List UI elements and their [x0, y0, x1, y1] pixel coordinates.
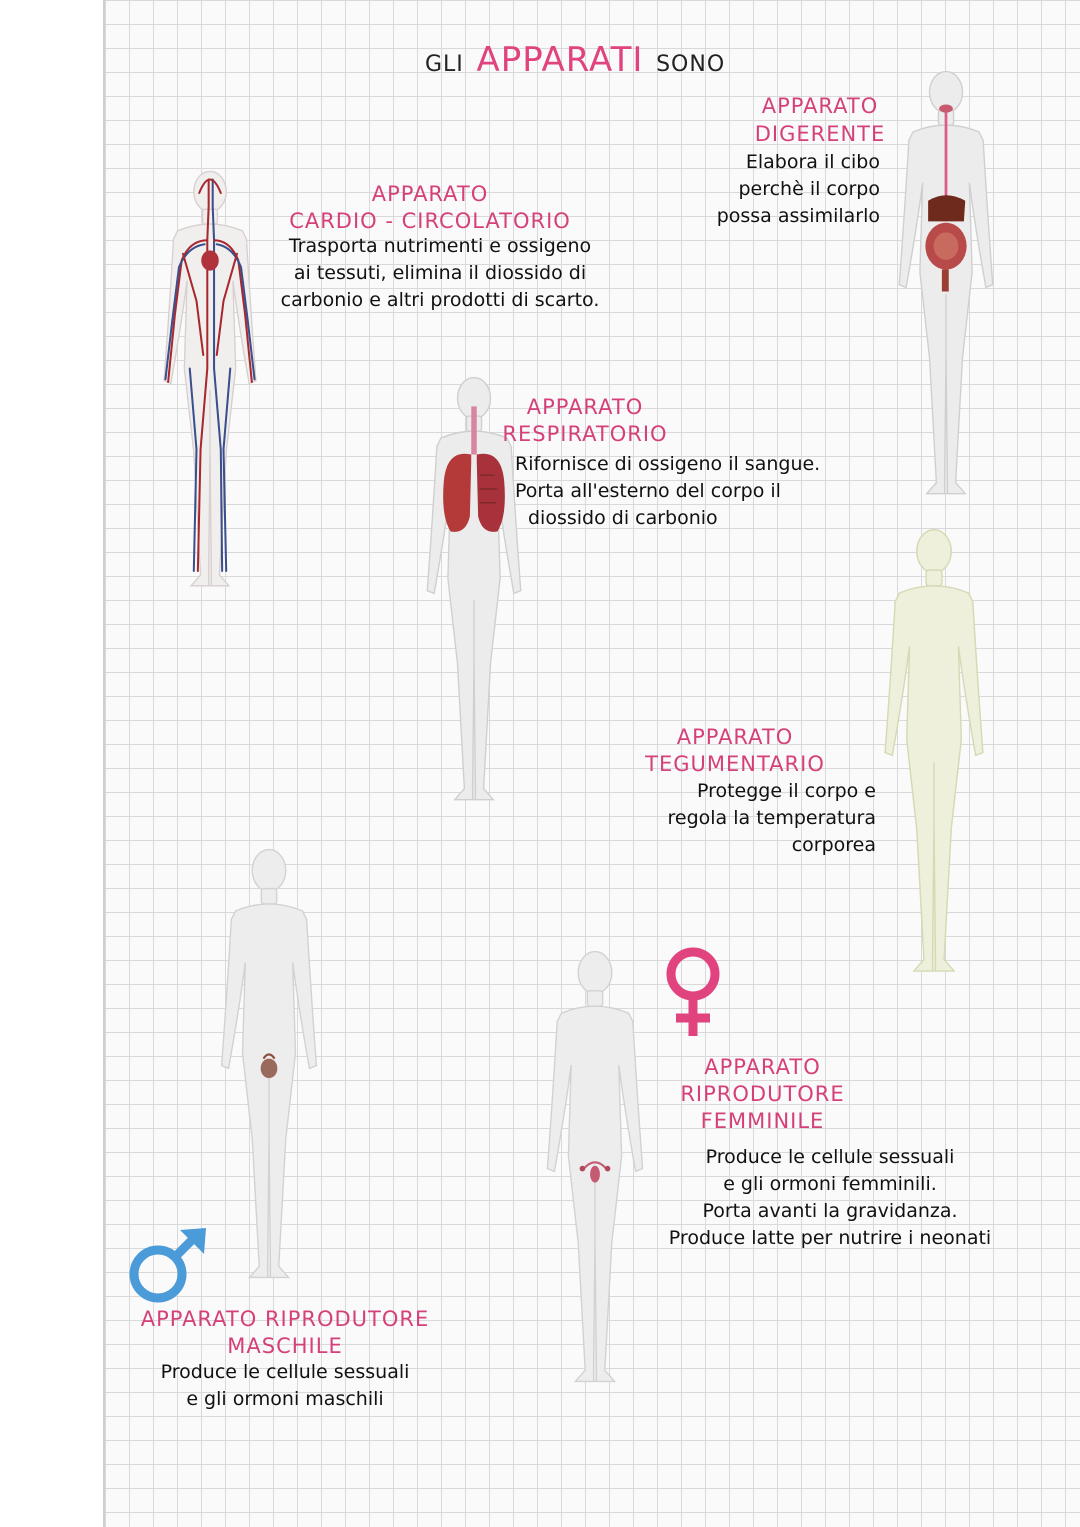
page-title — [425, 40, 725, 80]
male-symbol-icon — [122, 1226, 210, 1306]
digerente-desc-line3: possa assimilarlo — [716, 205, 880, 227]
cardio-label-line2: CARDIO - CIRCOLATORIO — [289, 209, 571, 233]
maschile-desc-line2: e gli ormoni maschili — [186, 1388, 384, 1410]
cardio-desc-line2: ai tessuti, elimina il diossido di — [293, 262, 587, 284]
tegumentario-desc-line3: corporea — [791, 834, 876, 856]
cardio-desc-line1: Trasporta nutrimenti e ossigeno — [288, 235, 592, 257]
cardio-desc-line3: carbonio e altri prodotti di scarto. — [280, 289, 600, 311]
femminile-desc-line1: Produce le cellule sessuali — [705, 1146, 955, 1168]
respiratorio-label-line2: RESPIRATORIO — [502, 422, 668, 446]
digerente-desc-line1: Elabora il cibo — [745, 151, 880, 173]
title-prefix: GLI — [425, 52, 464, 77]
respiratorio-label-line1: APPARATO — [526, 395, 644, 419]
femminile-desc-line3: Porta avanti la gravidanza. — [702, 1200, 958, 1222]
respiratorio-desc-line1: Rifornisce di ossigeno il sangue. — [515, 453, 821, 475]
femminile-desc-line4: Produce latte per nutrire i neonati — [668, 1227, 992, 1249]
tegumentario-label-line2: TEGUMENTARIO — [645, 752, 825, 776]
tegumentario-desc-line2: regola la temperatura — [667, 807, 876, 829]
femminile-label-line3: FEMMINILE — [700, 1109, 825, 1133]
femminile-label-line1: APPARATO — [704, 1055, 821, 1079]
digerente-label-line1: APPARATO — [761, 94, 879, 118]
femminile-label-line2: RIPRODUTORE — [680, 1082, 845, 1106]
male-reproductive-system-figure — [174, 844, 364, 1290]
cardio-label-line1: APPARATO — [371, 182, 489, 206]
tegumentario-desc-line1: Protegge il corpo e — [696, 780, 876, 802]
femminile-desc-line2: e gli ormoni femminili. — [723, 1173, 937, 1195]
digerente-label-line2: DIGERENTE — [754, 122, 886, 146]
respiratorio-desc-line2: Porta all'esterno del corpo il — [515, 480, 781, 502]
tegumentario-label-line1: APPARATO — [676, 725, 794, 749]
maschile-label-line2: MASCHILE — [227, 1334, 343, 1358]
integumentary-system-figure — [834, 524, 1034, 984]
maschile-label-line1: APPARATO RIPRODUTORE — [140, 1307, 430, 1331]
digerente-desc-line2: perchè il corpo — [738, 178, 880, 200]
female-symbol-icon — [660, 946, 726, 1038]
title-suffix: SONO — [656, 52, 726, 77]
respiratorio-desc-line3: diossido di carbonio — [528, 507, 718, 529]
title-main: APPARATI — [476, 40, 644, 80]
maschile-desc-line1: Produce le cellule sessuali — [160, 1361, 410, 1383]
